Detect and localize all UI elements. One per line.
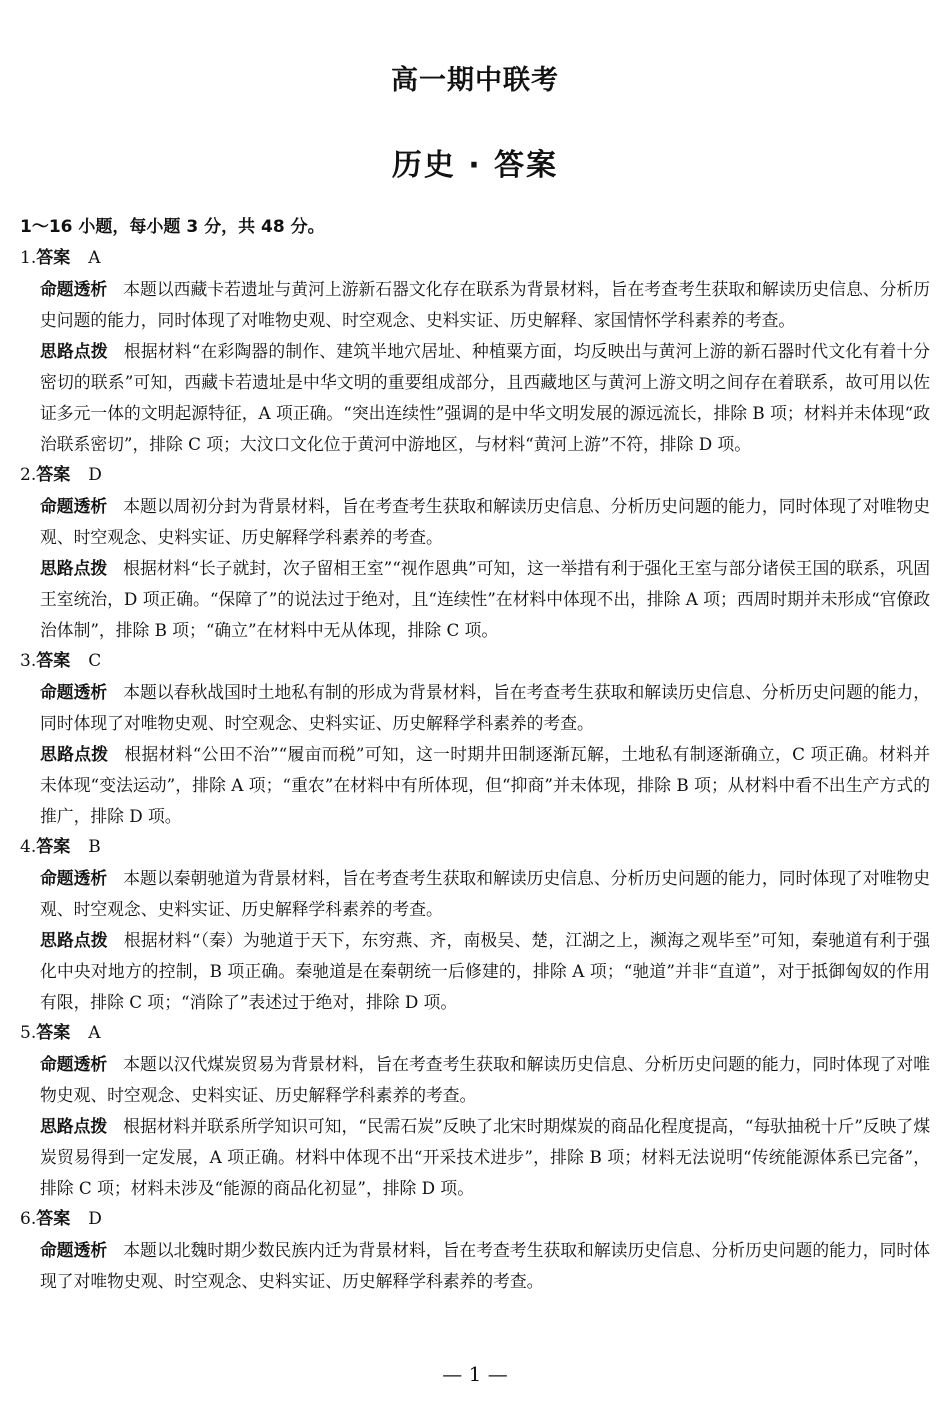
hint-label: 思路点拨 <box>40 930 108 950</box>
answer-value: A <box>88 248 101 268</box>
answer-line <box>20 646 930 677</box>
hint-label: 思路点拨 <box>40 1116 108 1136</box>
hint-label: 思路点拨 <box>40 558 108 578</box>
answer-label: 答案 <box>36 837 71 857</box>
answer-line <box>20 832 930 863</box>
question-number: 6. <box>20 1209 37 1229</box>
hint-paragraph <box>40 553 930 646</box>
analysis-paragraph <box>40 677 930 739</box>
answer-label: 答案 <box>36 248 71 268</box>
analysis-text: 本题以北魏时期少数民族内迁为背景材料，旨在考查考生获取和解读历史信息、分析历史问题的能力，同时体现了对唯物史观、时空观念、史料实证、历史解释学科素养的考查。 <box>40 1240 930 1291</box>
question-number: 3. <box>20 651 37 671</box>
analysis-label: 命题透析 <box>40 1054 108 1074</box>
answer-line <box>20 243 930 274</box>
answer-content <box>20 212 930 1297</box>
hint-text: 根据材料“（秦）为驰道于天下，东穷燕、齐，南极吴、楚，江湖之上，濒海之观毕至”可知，秦驰道有利于强化中央对地方的控制，B 项正确。秦驰道是在秦朝统一后修建的，排除 A 项；“驰道”并非“直道”，对于抵御匈奴的作用有限，排除 C 项；“消除了”表述过于绝对，排除 D 项。 <box>40 930 930 1012</box>
answer-label: 答案 <box>36 465 71 485</box>
analysis-label: 命题透析 <box>40 279 108 299</box>
hint-paragraph <box>40 925 930 1018</box>
hint-text: 根据材料并联系所学知识可知，“民需石炭”反映了北宋时期煤炭的商品化程度提高，“每驮抽税十斤”反映了煤炭贸易得到一定发展，A 项正确。材料中体现不出“开采技术进步”，排除 B 项；材料无法说明“传统能源体系已完备”，排除 C 项；材料未涉及“能源的商品化初显”，排除 D 项。 <box>40 1116 930 1198</box>
answer-value: D <box>88 465 102 485</box>
answer-line <box>20 1204 930 1235</box>
hint-paragraph <box>40 1111 930 1204</box>
hint-text: 根据材料“长子就封，次子留相王室”“视作恩典”可知，这一举措有利于强化王室与部分诸侯王国的联系，巩固王室统治，D 项正确。“保障了”的说法过于绝对，且“连续性”在材料中体现不出，排除 A 项；西周时期并未形成“官僚政治体制”，排除 B 项；“确立”在材料中无从体现，排除 C 项。 <box>40 558 930 640</box>
answer-value: C <box>88 651 102 671</box>
question-block <box>20 832 930 1018</box>
answer-line <box>20 460 930 491</box>
analysis-text: 本题以汉代煤炭贸易为背景材料，旨在考查考生获取和解读历史信息、分析历史问题的能力，同时体现了对唯物史观、时空观念、史料实证、历史解释学科素养的考查。 <box>40 1054 930 1105</box>
hint-label: 思路点拨 <box>40 744 109 764</box>
answer-value: D <box>88 1209 102 1229</box>
analysis-label: 命题透析 <box>40 868 108 888</box>
scoring-intro: 1～16 小题，每小题 3 分，共 48 分。 <box>20 217 325 237</box>
analysis-paragraph <box>40 863 930 925</box>
exam-title: 高一期中联考 <box>391 65 559 96</box>
answer-label: 答案 <box>36 1023 71 1043</box>
analysis-text: 本题以周初分封为背景材料，旨在考查考生获取和解读历史信息、分析历史问题的能力，同时体现了对唯物史观、时空观念、史料实证、历史解释学科素养的考查。 <box>40 496 930 547</box>
analysis-paragraph <box>40 1049 930 1111</box>
hint-text: 根据材料“在彩陶器的制作、建筑半地穴居址、种植粟方面，均反映出与黄河上游的新石器时代文化有着十分密切的联系”可知，西藏卡若遗址是中华文明的重要组成部分，且西藏地区与黄河上游文明之间存在着联系，故可用以佐证多元一体的文明起源特征，A 项正确。“突出连续性”强调的是中华文明发展的源远流长，排除 B 项；材料并未体现“政治联系密切”，排除 C 项；大汶口文化位于黄河中游地区，与材料“黄河上游”不符，排除 D 项。 <box>40 341 930 454</box>
page-number: — 1 — <box>442 1362 508 1386</box>
analysis-label: 命题透析 <box>40 1240 108 1260</box>
hint-label: 思路点拨 <box>40 341 108 361</box>
answer-value: B <box>88 837 101 857</box>
answer-label: 答案 <box>36 1209 71 1229</box>
question-number: 5. <box>20 1023 37 1043</box>
analysis-label: 命题透析 <box>40 496 108 516</box>
analysis-paragraph <box>40 491 930 553</box>
subject-title: 历史 · 答案 <box>391 148 559 183</box>
hint-paragraph <box>40 739 930 832</box>
analysis-paragraph <box>40 1235 930 1297</box>
answer-label: 答案 <box>36 651 71 671</box>
answer-value: A <box>88 1023 101 1043</box>
question-block <box>20 1204 930 1297</box>
question-number: 2. <box>20 465 37 485</box>
hint-text: 根据材料“公田不治”“履亩而税”可知，这一时期井田制逐渐瓦解，土地私有制逐渐确立，C 项正确。材料并未体现“变法运动”，排除 A 项；“重农”在材料中有所体现，但“抑商”并未体现，排除 B 项；从材料中看不出生产方式的推广，排除 D 项。 <box>40 744 930 826</box>
analysis-label: 命题透析 <box>40 682 108 702</box>
analysis-text: 本题以春秋战国时土地私有制的形成为背景材料，旨在考查考生获取和解读历史信息、分析历史问题的能力，同时体现了对唯物史观、时空观念、史料实证、历史解释学科素养的考查。 <box>40 682 930 733</box>
analysis-text: 本题以秦朝驰道为背景材料，旨在考查考生获取和解读历史信息、分析历史问题的能力，同时体现了对唯物史观、时空观念、史料实证、历史解释学科素养的考查。 <box>40 868 930 919</box>
question-block <box>20 243 930 460</box>
analysis-paragraph <box>40 274 930 336</box>
question-number: 4. <box>20 837 37 857</box>
hint-paragraph <box>40 336 930 460</box>
answer-line <box>20 1018 930 1049</box>
question-block <box>20 1018 930 1204</box>
question-number: 1. <box>20 248 37 268</box>
question-block <box>20 460 930 646</box>
analysis-text: 本题以西藏卡若遗址与黄河上游新石器文化存在联系为背景材料，旨在考查考生获取和解读历史信息、分析历史问题的能力，同时体现了对唯物史观、时空观念、史料实证、历史解释、家国情怀学科素养的考查。 <box>40 279 930 330</box>
question-block <box>20 646 930 832</box>
